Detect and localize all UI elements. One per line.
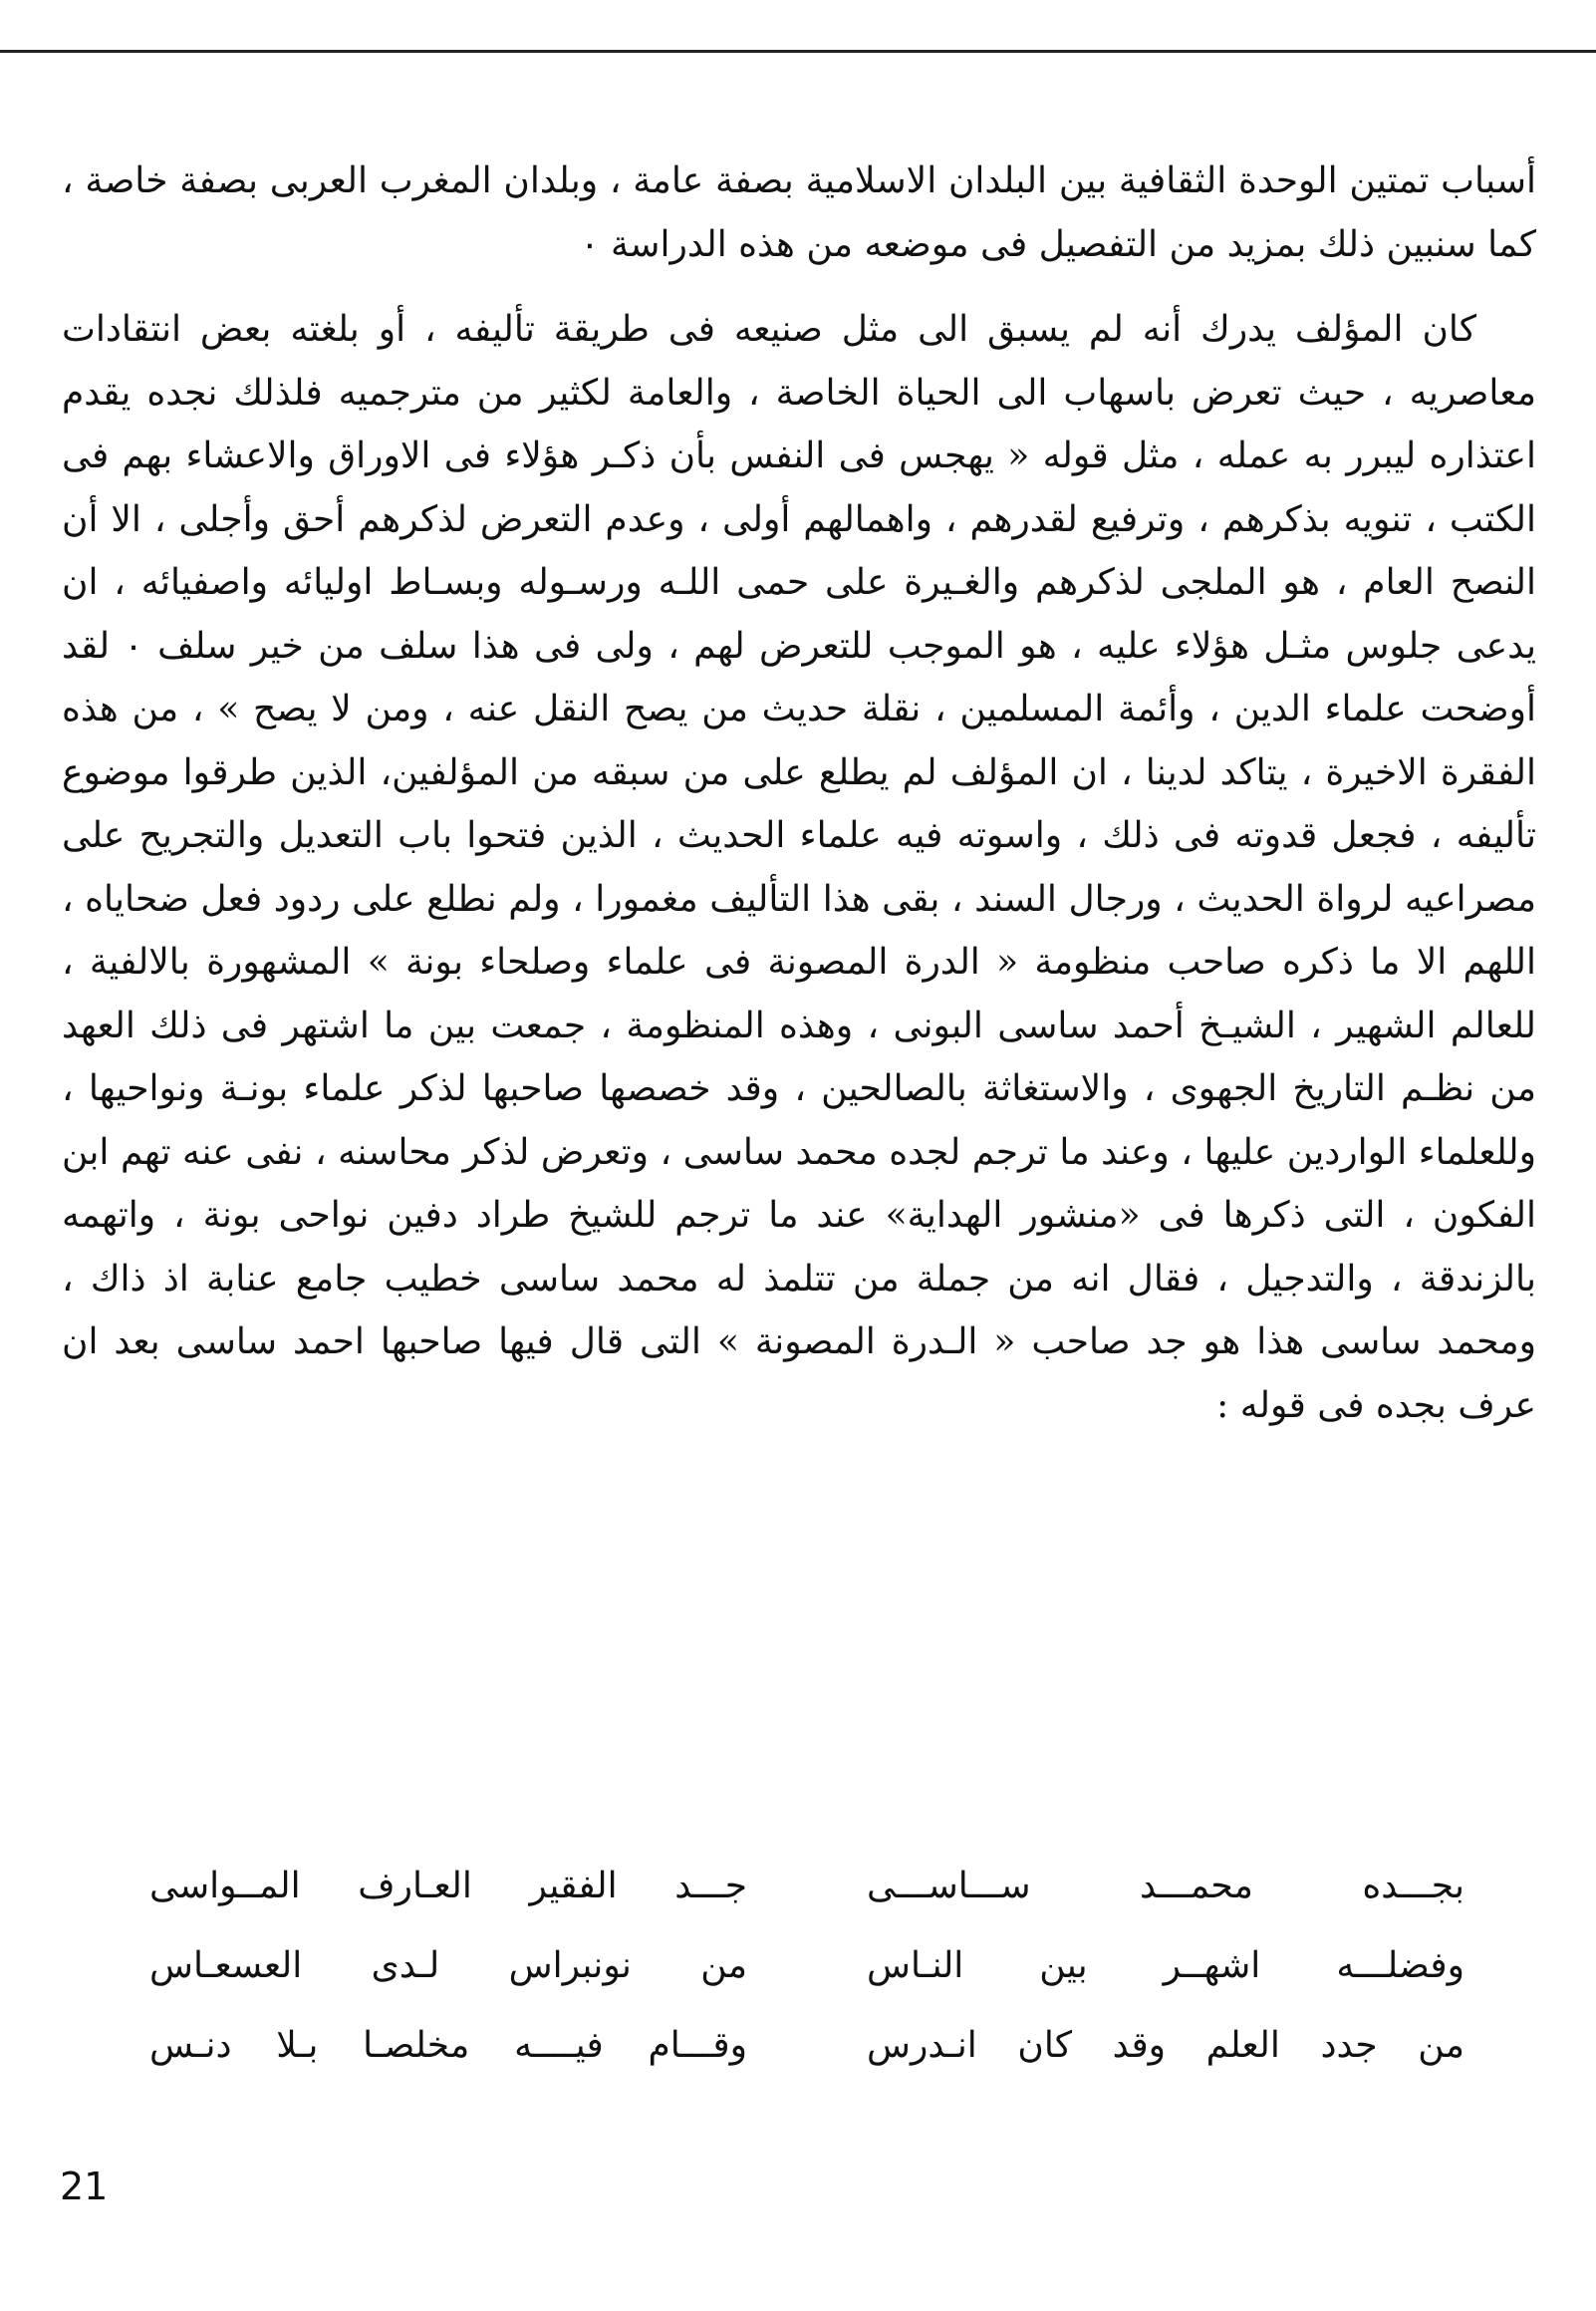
verse-1 xyxy=(149,1846,1464,1925)
verse-2 xyxy=(149,1925,1464,2005)
main-paragraph xyxy=(62,298,1536,1437)
poem xyxy=(149,1846,1464,2085)
verse-3-second-hemistich: وقـــام فيــــه مخلصـا بـلا دنـس xyxy=(149,2024,747,2066)
intro-paragraph-text: أسباب تمتين الوحدة الثقافية بين البلدان الاسلامية بصفة عامة ، وبلدان المغرب العربى بصفة خاصة ، كما سنبين ذلك بمزيد من التفصيل فى موضعه من هذه الدراسة ٠ xyxy=(62,160,1536,265)
verse-3-first-hemistich: من جدد العلم وقد كان انـدرس xyxy=(867,2024,1464,2066)
verse-3 xyxy=(149,2005,1464,2085)
verse-2-first-hemistich: وفضلـــه اشهــر بين النـاس xyxy=(867,1944,1464,1986)
page-body xyxy=(62,149,1536,1437)
page-number: 21 xyxy=(60,2165,109,2208)
main-paragraph-text: كان المؤلف يدرك أنه لم يسبق الى مثل صنيعه فى طريقة تأليفه ، أو بلغته بعض انتقادات معاصريه ، حيث تعرض باسهاب الى الحياة الخاصة ، والعامة لكثير من مترجميه فلذلك نجده يقدم اعتذاره ليبرر به عمله ، مثل قوله « يهجس فى النفس بأن ذكـر هؤلاء فى الاوراق والاعشاء بهم فى الكتب ، تنويه بذكرهم ، وترفيع لقدرهم ، واهمالهم أولى ، وعدم التعرض لذكرهم أحق وأجلى ، الا أن النصح العام ، هو الملجى لذكرهم والغـيرة على حمى اللـه ورسـوله وبسـاط اوليائه واصفيائه ، ان يدعى جلوس مثـل هؤلاء عليه ، هو الموجب للتعرض لهم ، ولى فى هذا سلف من خير سلف ٠ لقد أوضحت علماء الدين ، وأئمة المسلمين ، نقلة حديث من يصح النقل عنه ، ومن لا يصح » ، من هذه الفقرة الاخيرة ، يتاكد لدينا ، ان المؤلف لم يطلع على من سبقه من المؤلفين، الذين طرقوا موضوع تأليفه ، فجعل قدوته فى ذلك ، واسوته فيه علماء الحديث ، الذين فتحوا باب التعديل والتجريح على مصراعيه لرواة الحديث ، ورجال السند ، بقى هذا التأليف مغمورا ، ولم نطلع على ردود فعل ضحاياه ، اللهم الا ما ذكره صاحب منظومة « الدرة المصونة فى علماء وصلحاء بونة » المشهورة بالالفية ، للعالم الشهير ، الشيـخ أحمد ساسى البونى ، وهذه المنظومة ، جمعت بين ما اشتهر فى ذلك العهد من نظـم التاريخ الجهوى ، والاستغاثة بالصالحين ، وقد خصصها صاحبها لذكر علماء بونـة ونواحيها ، وللعلماء الواردين عليها ، وعند ما ترجم لجده محمد ساسى ، وتعرض لذكر محاسنه ، نفى عنه تهم ابن الفكون ، التى ذكرها فى «منشور الهداية» عند ما ترجم للشيخ طراد دفين نواحى بونة ، واتهمه بالزندقة ، والتدجيل ، فقال انه من جملة من تتلمذ له محمد ساسى خطيب جامع عنابة اذ ذاك ، ومحمد ساسى هذا هو جد صاحب « الـدرة المصونة » التى قال فيها صاحبها احمد ساسى بعد ان عرف بجده فى قوله : xyxy=(62,309,1536,1426)
verse-2-second-hemistich: من نونبراس لـدى العسعـاس xyxy=(149,1944,747,1986)
verse-1-second-hemistich: جـــد الفقير العـارف المــواسى xyxy=(149,1865,747,1906)
intro-paragraph xyxy=(62,149,1536,276)
verse-1-first-hemistich: بجـــده محمـــد ســـاســـى xyxy=(867,1865,1464,1906)
header-rule xyxy=(0,50,1596,53)
